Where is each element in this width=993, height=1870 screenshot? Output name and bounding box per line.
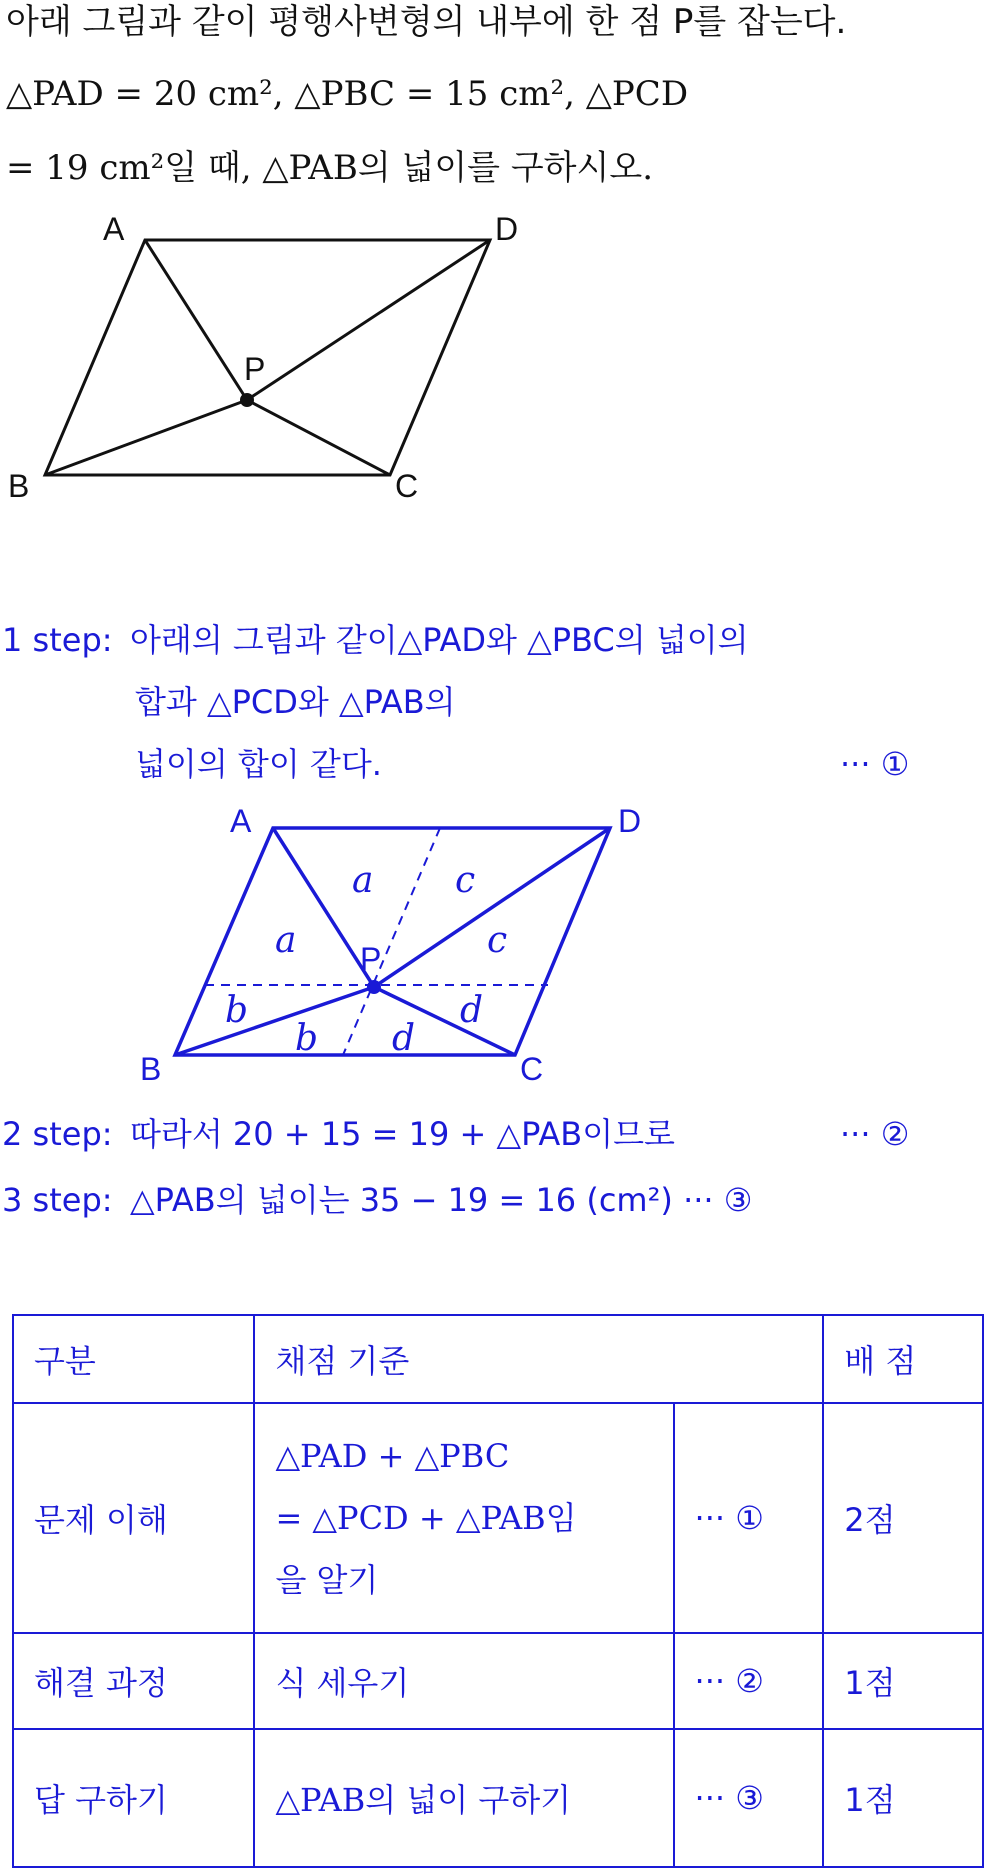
row3-points: 1점 <box>823 1729 983 1867</box>
label-A: A <box>230 803 252 839</box>
row1-points: 2점 <box>823 1403 983 1633</box>
label-P: P <box>244 351 266 387</box>
region-b-2: b <box>295 1018 319 1059</box>
row1-criteria-line1: △PAD + △PBC <box>275 1437 510 1475</box>
rubric-header-row <box>13 1315 983 1403</box>
question-line-2: △PAD = 20 cm², △PBC = 15 cm², △PCD <box>6 74 689 114</box>
row1-criteria-line2: = △PCD + △PAB임 <box>275 1499 577 1537</box>
row1-criteria-line3: 을 알기 <box>275 1561 379 1599</box>
label-C: C <box>520 1051 544 1087</box>
header-criteria: 채점 기준 <box>254 1315 823 1403</box>
step3-tag: 3 step: <box>2 1181 113 1219</box>
step1-line-1: 아래의 그림과 같이△PAD와 △PBC의 넓이의 <box>130 621 749 659</box>
step3-text: △PAB의 넓이는 35 − 19 = 16 (cm²) ··· ③ <box>130 1181 753 1219</box>
row2-criteria: 식 세우기 <box>254 1633 673 1729</box>
label-A: A <box>103 211 125 247</box>
header-category: 구분 <box>13 1315 254 1403</box>
parallelogram-divided-figure <box>130 800 670 1090</box>
region-d-1: d <box>460 990 484 1031</box>
parallelogram-outline <box>45 240 490 475</box>
scoring-rubric-table <box>12 1314 984 1868</box>
step2-text: 따라서 20 + 15 = 19 + △PAB이므로 <box>130 1115 675 1153</box>
region-c-2: c <box>487 920 508 961</box>
row2-points: 1점 <box>823 1633 983 1729</box>
question-line-1: 아래 그림과 같이 평행사변형의 내부에 한 점 P를 잡는다. <box>6 2 847 42</box>
label-D: D <box>495 211 519 247</box>
segment-PC <box>247 400 390 475</box>
label-B: B <box>8 468 30 504</box>
step2-mark: ··· ② <box>840 1115 910 1153</box>
step1-tag: 1 step: <box>2 621 113 659</box>
rubric-row <box>13 1403 983 1633</box>
region-c-1: c <box>455 860 476 901</box>
segment-PD <box>247 240 490 400</box>
header-points: 배 점 <box>823 1315 983 1403</box>
region-a-1: a <box>352 860 374 901</box>
rubric-row <box>13 1633 983 1729</box>
label-D: D <box>618 803 642 839</box>
step2-tag: 2 step: <box>2 1115 113 1153</box>
label-B: B <box>140 1051 162 1087</box>
step1-mark: ··· ① <box>840 745 910 783</box>
step1-line-2: 합과 △PCD와 △PAB의 <box>135 683 456 721</box>
row3-category: 답 구하기 <box>13 1729 254 1867</box>
point-P <box>367 980 381 994</box>
parallelogram-figure <box>0 200 560 520</box>
region-b-1: b <box>225 990 249 1031</box>
segment-PB <box>45 400 247 475</box>
question-line-3: = 19 cm²일 때, △PAB의 넓이를 구하시오. <box>6 148 654 188</box>
label-C: C <box>395 468 419 504</box>
row2-mark: ··· ② <box>674 1633 824 1729</box>
row3-criteria: △PAB의 넓이 구하기 <box>254 1729 673 1867</box>
row2-category: 해결 과정 <box>13 1633 254 1729</box>
row1-category: 문제 이해 <box>13 1403 254 1633</box>
region-a-2: a <box>275 920 297 961</box>
segment-PA <box>145 240 247 400</box>
row1-mark: ··· ① <box>674 1403 824 1633</box>
row3-mark: ··· ③ <box>674 1729 824 1867</box>
step1-line-3: 넓이의 합이 같다. <box>135 745 382 783</box>
row1-criteria <box>254 1403 673 1633</box>
point-P <box>240 393 254 407</box>
rubric-row <box>13 1729 983 1867</box>
label-P: P <box>360 941 382 977</box>
region-d-2: d <box>392 1018 416 1059</box>
